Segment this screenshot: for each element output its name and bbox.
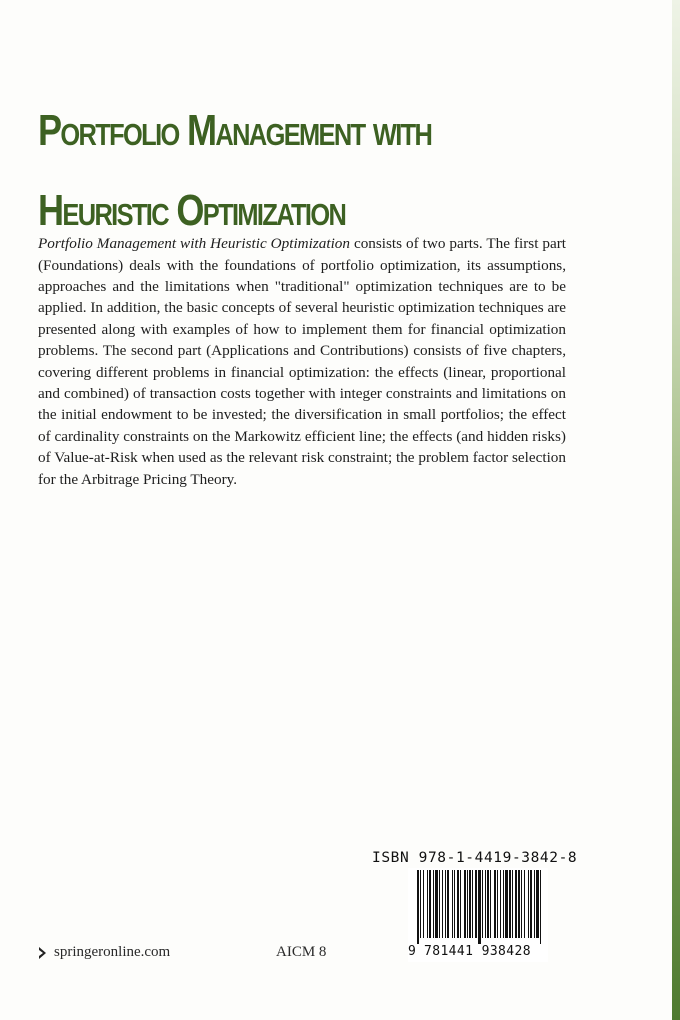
barcode-bar — [536, 870, 539, 938]
title-line-1: Portfolio Management with — [38, 106, 432, 156]
website-text: springeronline.com — [54, 944, 171, 960]
barcode-bar — [524, 870, 525, 938]
barcode-bar — [528, 870, 529, 938]
spine-edge — [672, 0, 680, 1020]
barcode-bar — [509, 870, 511, 938]
barcode-bar — [472, 870, 473, 938]
chevron-right-icon — [38, 946, 48, 960]
barcode-bar — [464, 870, 466, 938]
barcode-bar — [478, 870, 481, 944]
barcode-bar — [540, 870, 541, 944]
barcode-bar — [505, 870, 508, 938]
barcode-bar — [515, 870, 517, 938]
barcode-bar — [452, 870, 453, 938]
barcode-first-digit: 9 — [408, 944, 416, 959]
barcode-bar — [521, 870, 522, 938]
barcode-bar — [494, 870, 496, 938]
barcode-bar — [433, 870, 434, 938]
barcode-bars — [416, 870, 542, 944]
barcode-bar — [442, 870, 443, 938]
barcode-bar — [460, 870, 461, 938]
website-link[interactable] — [38, 944, 170, 961]
barcode-bar — [490, 870, 491, 938]
barcode-bar — [469, 870, 471, 938]
barcode-bar — [454, 870, 455, 938]
title-line-2: Heuristic Optimization — [38, 186, 346, 236]
barcode-bar — [435, 870, 438, 938]
barcode-bar — [439, 870, 440, 938]
barcode — [408, 868, 548, 962]
book-description — [38, 233, 566, 490]
barcode-bar — [475, 870, 477, 938]
barcode-bar — [467, 870, 468, 938]
book-title — [38, 91, 497, 251]
barcode-bar — [534, 870, 535, 938]
description-title-italic: Portfolio Management with Heuristic Optimization — [38, 235, 350, 253]
barcode-bar — [497, 870, 498, 938]
barcode-bar — [420, 870, 421, 938]
barcode-digits: 781441 938428 — [424, 944, 531, 959]
barcode-bar — [500, 870, 501, 938]
barcode-bar — [427, 870, 428, 938]
barcode-bar — [518, 870, 520, 938]
barcode-bar — [423, 870, 424, 938]
barcode-bar — [417, 870, 419, 944]
isbn-label: ISBN 978-1-4419-3842-8 — [372, 850, 578, 866]
series-label: AICM 8 — [276, 944, 327, 960]
barcode-bar — [429, 870, 431, 938]
barcode-bar — [487, 870, 489, 938]
barcode-bar — [485, 870, 486, 938]
barcode-bar — [482, 870, 483, 938]
barcode-bar — [447, 870, 449, 938]
barcode-bar — [530, 870, 532, 938]
barcode-bar — [512, 870, 513, 938]
barcode-bar — [445, 870, 446, 938]
description-body: consists of two parts. The first part (Foundations) deals with the foundations of portfolio optimization, its assumptions, approaches and the limitations when "traditional" optimization techniques are to be applied. In addition, the basic concepts of several heuristic optimization techniques are presented along with examples of how to implement them for financial optimization problems. The second part (Applications and Contributions) consists of five chapters, covering different problems in financial optimization: the effects (linear, proportional and combined) of transaction costs together with integer constraints and limitations on the initial endowment to be invested; the diversification in small portfolios; the effect of cardinality constraints on the Markowitz efficient line; the effects (and hidden risks) of Value-at-Risk when used as the relevant risk constraint; the problem factor selection for the Arbitrage Pricing Theory. — [38, 235, 566, 488]
barcode-bar — [457, 870, 459, 938]
barcode-bar — [503, 870, 504, 938]
